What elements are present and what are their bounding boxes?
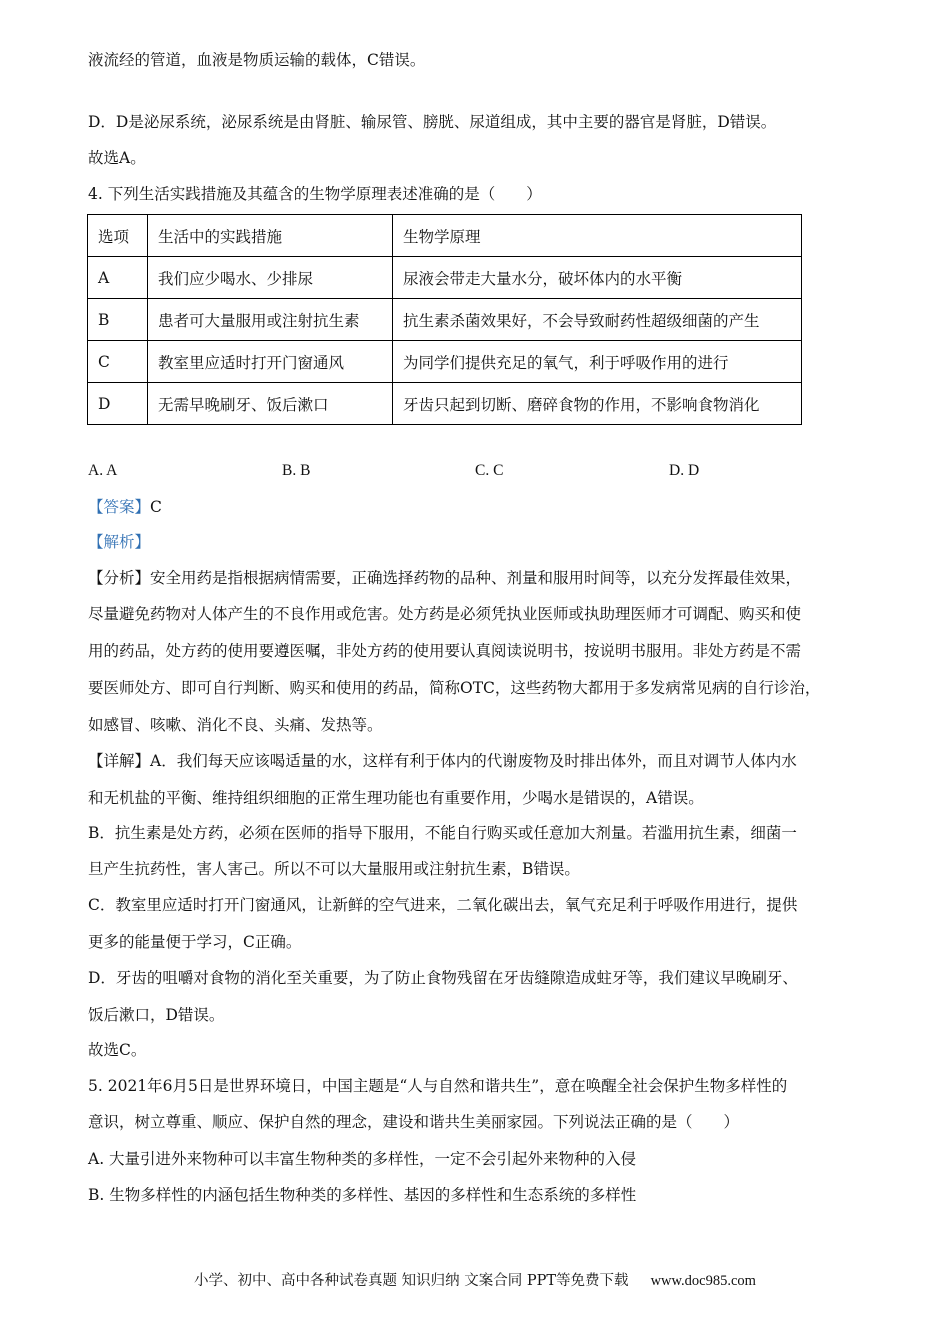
analysis-line: 要医师处方、即可自行判断、购买和使用的药品，简称OTC，这些药物大都用于多发病常见病的自行诊治， <box>88 679 821 697</box>
detail-line: 旦产生抗药性，害人害己。所以不可以大量服用或注射抗生素，B错误。 <box>88 860 580 878</box>
option-a: A. A <box>88 462 118 479</box>
table-row <box>88 383 802 425</box>
analysis-line: 如感冒、咳嗽、消化不良、头痛、发热等。 <box>88 716 383 734</box>
footer-link[interactable]: www.doc985.com <box>650 1273 756 1289</box>
question-5-stem: 意识，树立尊重、顺应、保护自然的理念，建设和谐共生美丽家园。下列说法正确的是（ ） <box>88 1113 740 1131</box>
option-d: D. D <box>669 462 700 479</box>
table-row <box>88 299 802 341</box>
table-row <box>88 341 802 383</box>
detail-line: D．牙齿的咀嚼对食物的消化至关重要，为了防止食物残留在牙齿缝隙造成蛀牙等，我们建议早晚刷牙、 <box>88 969 798 987</box>
table-row <box>88 257 802 299</box>
analysis-line <box>88 568 801 588</box>
table-cell: 抗生素杀菌效果好，不会导致耐药性超级细菌的产生 <box>393 299 802 341</box>
detail-line: C．教室里应适时打开门窗通风，让新鲜的空气进来，二氧化碳出去，氧气充足利于呼吸作用进行，提供 <box>88 896 798 914</box>
table-cell: 牙齿只起到切断、磨碎食物的作用，不影响食物消化 <box>393 383 802 425</box>
answer-value: C <box>150 498 162 516</box>
detail-line: 故选C。 <box>88 1041 147 1059</box>
option-c: C. C <box>475 462 504 479</box>
table-cell: 患者可大量服用或注射抗生素 <box>148 299 393 341</box>
text-line: 液流经的管道，血液是物质运输的载体，C错误。 <box>88 51 426 69</box>
question-5-stem: 5. 2021年6月5日是世界环境日，中国主题是“人与自然和谐共生”，意在唤醒全社会保护生物多样性的 <box>88 1077 788 1095</box>
detail-text: A．我们每天应该喝适量的水，这样有利于体内的代谢废物及时排出体外，而且对调节人体内水 <box>150 752 797 770</box>
answer-tag: 【答案】 <box>88 498 151 516</box>
table-header: 生活中的实践措施 <box>148 215 393 257</box>
question-4-stem: 4. 下列生活实践措施及其蕴含的生物学原理表述准确的是（ ） <box>88 185 542 203</box>
detail-section-tag: 【详解】 <box>88 752 151 770</box>
detail-line: 更多的能量便于学习，C正确。 <box>88 933 302 951</box>
table-cell: D <box>88 383 148 425</box>
option-b: B. B <box>282 462 311 479</box>
detail-line: B．抗生素是处方药，必须在医师的指导下服用，不能自行购买或任意加大剂量。若滥用抗生素，细菌一 <box>88 824 797 842</box>
detail-line <box>88 751 797 771</box>
table-header: 生物学原理 <box>393 215 802 257</box>
table-cell: 我们应少喝水、少排尿 <box>148 257 393 299</box>
table-cell: 教室里应适时打开门窗通风 <box>148 341 393 383</box>
table-header: 选项 <box>88 215 148 257</box>
text-line: 故选A。 <box>88 149 146 167</box>
question-5-option-a: A. 大量引进外来物种可以丰富生物种类的多样性，一定不会引起外来物种的入侵 <box>88 1150 637 1168</box>
table-cell: C <box>88 341 148 383</box>
page-footer <box>0 1269 950 1290</box>
table-cell: 尿液会带走大量水分，破坏体内的水平衡 <box>393 257 802 299</box>
table-header-row <box>88 215 802 257</box>
question-4-table <box>87 214 802 425</box>
analysis-text: 安全用药是指根据病情需要，正确选择药物的品种、剂量和服用时间等，以充分发挥最佳效果， <box>150 569 802 587</box>
table-cell: 无需早晚刷牙、饭后漱口 <box>148 383 393 425</box>
analysis-tag: 【解析】 <box>88 533 151 551</box>
table-cell: 为同学们提供充足的氧气，利于呼吸作用的进行 <box>393 341 802 383</box>
analysis-line: 用的药品，处方药的使用要遵医嘱，非处方药的使用要认真阅读说明书，按说明书服用。非处方药是不需 <box>88 642 802 660</box>
table-cell: A <box>88 257 148 299</box>
table-cell: B <box>88 299 148 341</box>
detail-line: 饭后漱口，D错误。 <box>88 1006 225 1024</box>
answer-line <box>88 497 162 517</box>
analysis-line: 尽量避免药物对人体产生的不良作用或危害。处方药是必须凭执业医师或执助理医师才可调配、购买和使 <box>88 605 802 623</box>
detail-line: 和无机盐的平衡、维持组织细胞的正常生理功能也有重要作用，少喝水是错误的，A错误。 <box>88 789 704 807</box>
footer-text: 小学、初中、高中各种试卷真题 知识归纳 文案合同 PPT等免费下载 <box>194 1273 629 1289</box>
analysis-section-tag: 【分析】 <box>88 569 151 587</box>
text-line: D．D是泌尿系统，泌尿系统是由肾脏、输尿管、膀胱、尿道组成，其中主要的器官是肾脏，D错误。 <box>88 113 777 131</box>
question-5-option-b: B. 生物多样性的内涵包括生物种类的多样性、基因的多样性和生态系统的多样性 <box>88 1186 637 1204</box>
